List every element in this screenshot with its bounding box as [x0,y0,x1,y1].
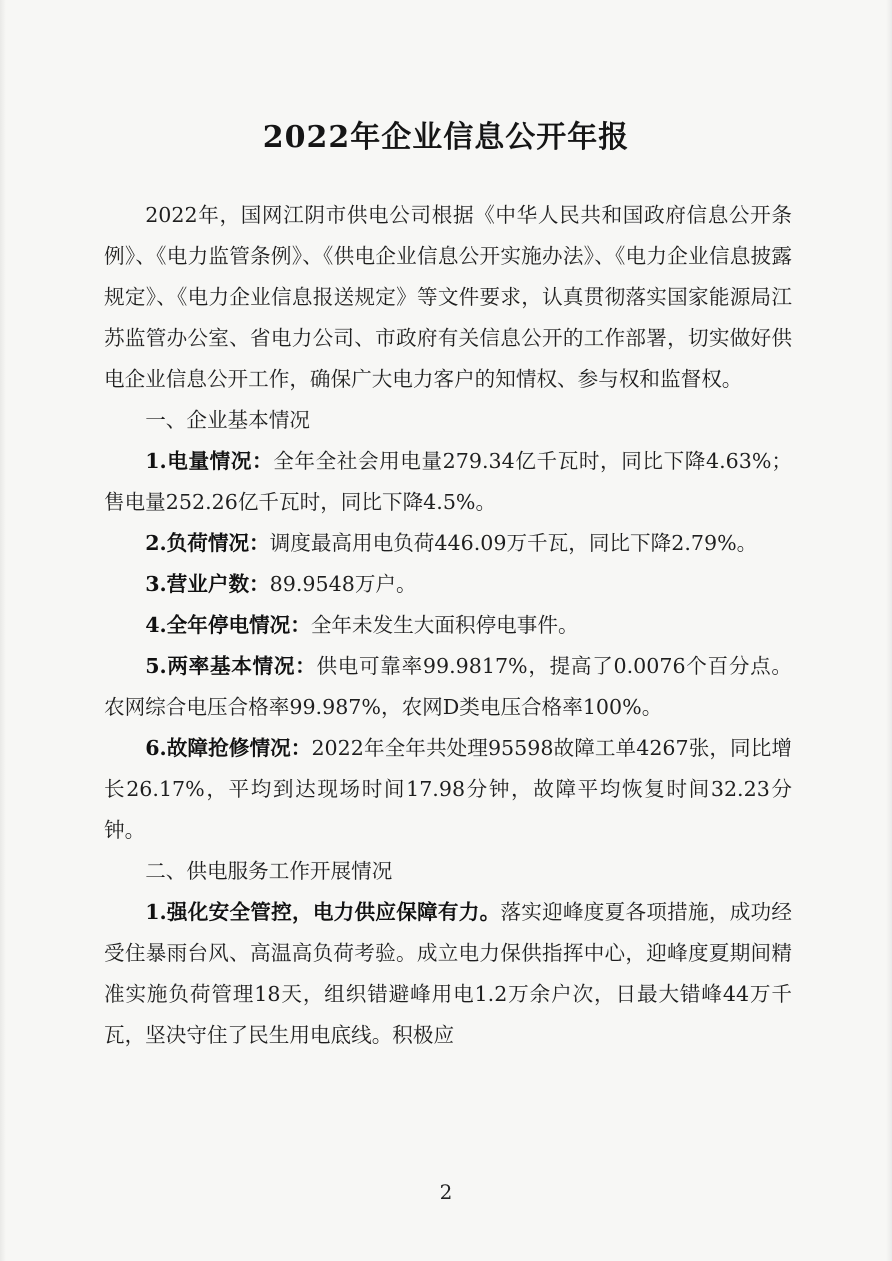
page-number: 2 [439,1180,453,1204]
section1-item-3 [104,564,792,605]
section1-item-2 [104,523,792,564]
section1-item-5 [104,646,792,728]
intro-paragraph: 2022年，国网江阴市供电公司根据《中华人民共和国政府信息公开条例》、《电力监管条例》、《供电企业信息公开实施办法》、《电力企业信息披露规定》、《电力企业信息报送规定》等文件要求，认真贯彻落实国家能源局江苏监管办公室、省电力公司、市政府有关信息公开的工作部署，切实做好供电企业信息公开工作，确保广大电力客户的知情权、参与权和监督权。 [104,203,792,391]
item-text: 2022年全年共处理95598故障工单4267张，同比增长26.17%，平均到达现场时间17.98分钟，故障平均恢复时间32.23分钟。 [104,736,792,842]
section2-item-1 [104,892,792,1056]
item-label: 5.两率基本情况： [145,654,317,678]
item-text: 全年未发生大面积停电事件。 [310,613,579,637]
item-label: 1.电量情况： [145,449,274,473]
section1-heading: 一、企业基本情况 [145,408,310,432]
item-label: 6.故障抢修情况： [145,736,312,760]
item-label: 2.负荷情况： [145,531,270,555]
item-text: 供电可靠率99.9817%，提高了0.0076个百分点。农网综合电压合格率99.987%，农网D类电压合格率100%。 [104,654,793,719]
section2-heading: 二、供电服务工作开展情况 [145,859,393,883]
item-label: 1.强化安全管控，电力供应保障有力。 [145,900,501,924]
item-text: 落实迎峰度夏各项措施，成功经受住暴雨台风、高温高负荷考验。成立电力保供指挥中心，迎峰度夏期间精准实施负荷管理18天，组织错避峰用电1.2万余户次，日最大错峰44万千瓦，坚决守住了民生用电底线。积极应 [104,900,792,1047]
document-title: 2022年企业信息公开年报 [262,120,630,155]
item-label: 3.营业户数： [145,572,270,596]
item-text: 调度最高用电负荷446.09万千瓦，同比下降2.79%。 [269,531,758,555]
section1-item-1 [104,441,792,523]
item-label: 4.全年停电情况： [145,613,311,637]
item-text: 89.9548万户。 [269,572,417,596]
section1-item-4 [104,605,792,646]
item-text: 全年全社会用电量279.34亿千瓦时，同比下降4.63%；售电量252.26亿千瓦时，同比下降4.5%。 [104,449,792,514]
document-body [104,195,792,1056]
section1-item-6 [104,728,792,851]
